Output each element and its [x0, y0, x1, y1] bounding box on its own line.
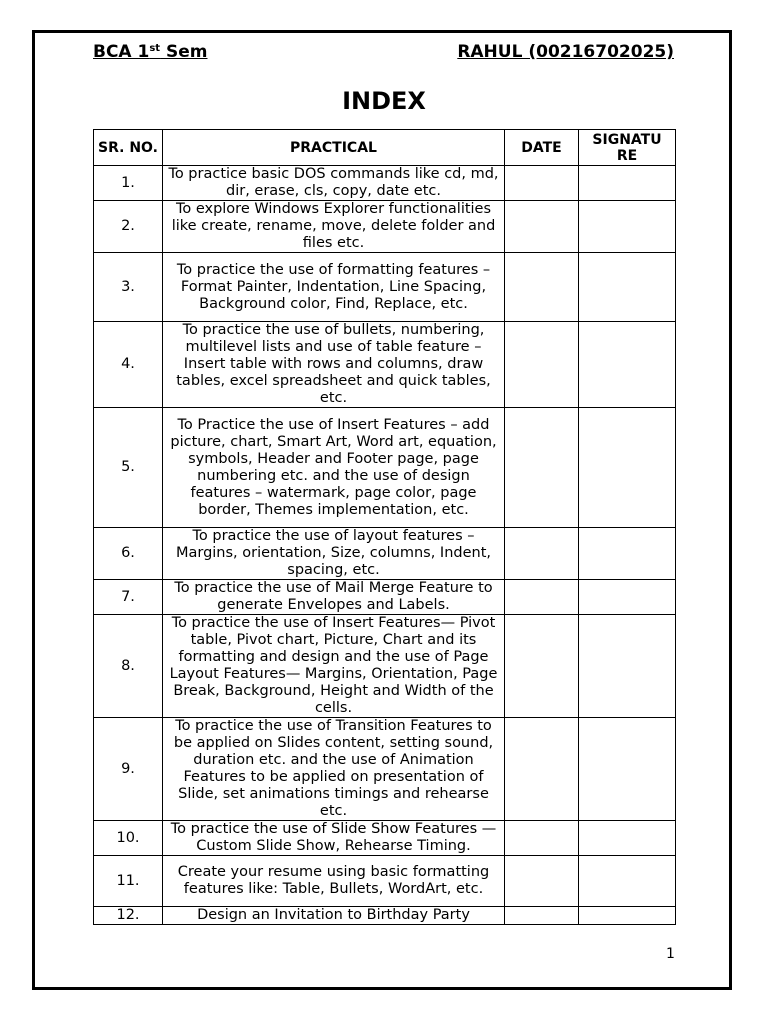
row-number: 6.: [94, 528, 163, 580]
row-number: 12.: [94, 907, 163, 925]
date-cell: [505, 856, 579, 907]
signature-cell: [579, 201, 676, 253]
table-row: [94, 408, 676, 528]
date-cell: [505, 718, 579, 821]
signature-cell: [579, 166, 676, 201]
table-row: [94, 821, 676, 856]
practical-cell: To practice the use of layout features – Margins, orientation, Size, columns, Indent, spacing, etc.: [163, 528, 505, 580]
signature-cell: [579, 408, 676, 528]
table-row: [94, 201, 676, 253]
practical-cell: To practice the use of formatting features – Format Painter, Indentation, Line Spacing, Background color, Find, Replace, etc.: [163, 253, 505, 322]
page-number: 1: [666, 946, 675, 962]
column-header-practical: PRACTICAL: [163, 130, 505, 166]
row-number: 4.: [94, 322, 163, 408]
practical-cell: To Practice the use of Insert Features – add picture, chart, Smart Art, Word art, equation, symbols, Header and Footer page, page numbering etc. and the use of design features – watermark, page color, page border, Themes implementation, etc.: [163, 408, 505, 528]
row-number: 5.: [94, 408, 163, 528]
signature-cell: [579, 718, 676, 821]
date-cell: [505, 907, 579, 925]
table-row: [94, 615, 676, 718]
course-superscript: st: [149, 43, 161, 54]
practical-cell: To practice the use of Slide Show Features — Custom Slide Show, Rehearse Timing.: [163, 821, 505, 856]
column-header-sr-no: SR. NO.: [94, 130, 163, 166]
row-number: 8.: [94, 615, 163, 718]
practical-cell: To practice basic DOS commands like cd, md, dir, erase, cls, copy, date etc.: [163, 166, 505, 201]
table-row: [94, 528, 676, 580]
table-row: [94, 718, 676, 821]
practical-cell: To practice the use of Mail Merge Feature to generate Envelopes and Labels.: [163, 580, 505, 615]
row-number: 11.: [94, 856, 163, 907]
row-number: 1.: [94, 166, 163, 201]
table-row: [94, 166, 676, 201]
course-suffix: Sem: [160, 42, 208, 62]
signature-cell: [579, 907, 676, 925]
practical-cell: To practice the use of bullets, numbering, multilevel lists and use of table feature – Insert table with rows and columns, draw tables, excel spreadsheet and quick tables, etc.: [163, 322, 505, 408]
signature-cell: [579, 528, 676, 580]
signature-cell: [579, 821, 676, 856]
signature-cell: [579, 615, 676, 718]
page-title: INDEX: [342, 87, 426, 115]
course-heading: [93, 42, 207, 62]
date-cell: [505, 408, 579, 528]
signature-cell: [579, 856, 676, 907]
row-number: 2.: [94, 201, 163, 253]
row-number: 3.: [94, 253, 163, 322]
date-cell: [505, 322, 579, 408]
column-header-signature: SIGNATU RE: [579, 130, 676, 166]
date-cell: [505, 821, 579, 856]
practical-cell: Design an Invitation to Birthday Party: [163, 907, 505, 925]
practical-cell: Create your resume using basic formatting features like: Table, Bullets, WordArt, etc.: [163, 856, 505, 907]
row-number: 10.: [94, 821, 163, 856]
practical-cell: To explore Windows Explorer functionalities like create, rename, move, delete folder and files etc.: [163, 201, 505, 253]
column-header-date: DATE: [505, 130, 579, 166]
date-cell: [505, 166, 579, 201]
table-row: [94, 322, 676, 408]
signature-cell: [579, 253, 676, 322]
table-row: [94, 907, 676, 925]
row-number: 9.: [94, 718, 163, 821]
date-cell: [505, 615, 579, 718]
table-header-row: [94, 130, 676, 166]
course-text: BCA 1: [93, 42, 150, 62]
signature-cell: [579, 580, 676, 615]
signature-cell: [579, 322, 676, 408]
date-cell: [505, 528, 579, 580]
index-table: [93, 129, 676, 925]
practical-cell: To practice the use of Transition Features to be applied on Slides content, setting sound, duration etc. and the use of Animation Features to be applied on presentation of Slide, set animations timings and rehearse etc.: [163, 718, 505, 821]
date-cell: [505, 201, 579, 253]
practical-cell: To practice the use of Insert Features— Pivot table, Pivot chart, Picture, Chart and its formatting and design and the use of Page Layout Features— Margins, Orientation, Page Break, Background, Height and Width of the cells.: [163, 615, 505, 718]
table-row: [94, 253, 676, 322]
date-cell: [505, 253, 579, 322]
row-number: 7.: [94, 580, 163, 615]
student-heading: RAHUL (00216702025): [457, 42, 674, 62]
table-row: [94, 580, 676, 615]
date-cell: [505, 580, 579, 615]
table-row: [94, 856, 676, 907]
